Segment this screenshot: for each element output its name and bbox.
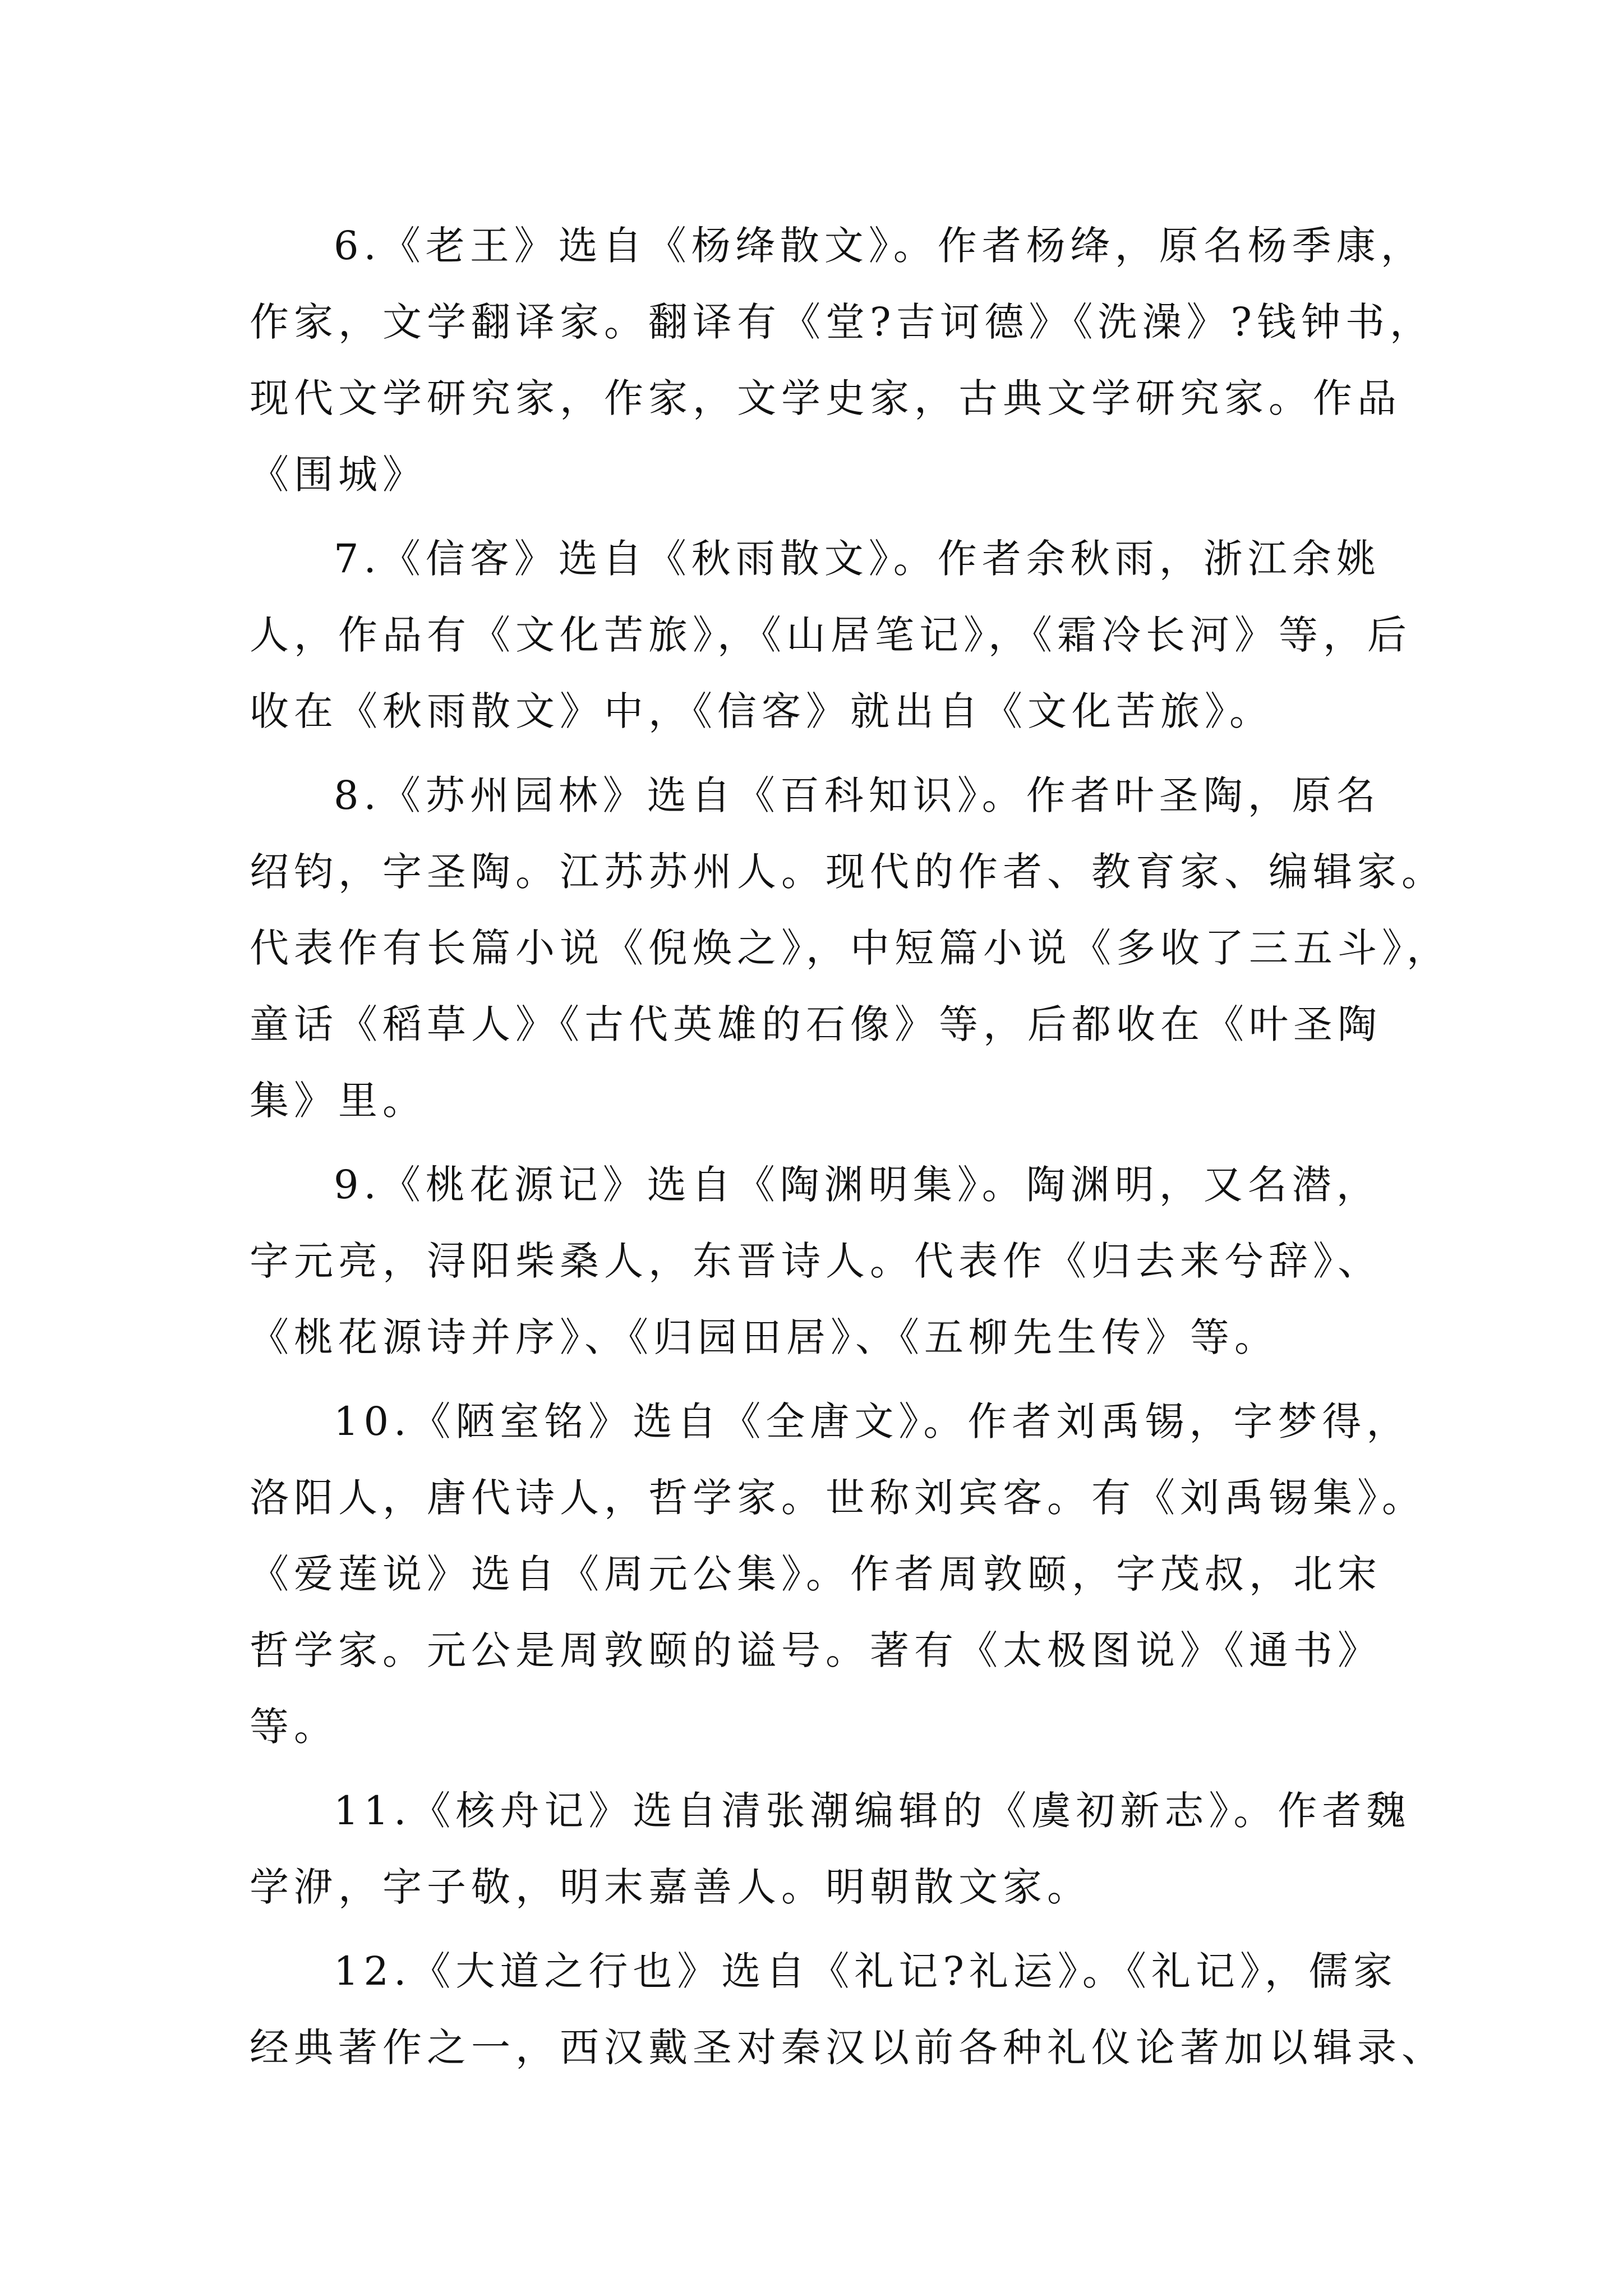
paragraph-8-line-4: 童话《稻草人》《古代英雄的石像》等，后都收在《叶圣陶 xyxy=(250,1001,1382,1047)
paragraph-10-line-2: 洛阳人，唐代诗人，哲学家。世称刘宾客。有《刘禹锡集》。 xyxy=(250,1475,1426,1521)
paragraph-6-line-1: 6.《老王》选自《杨绛散文》。作者杨绛，原名杨季康， xyxy=(334,223,1425,269)
paragraph-9-line-3: 《桃花源诗并序》、《归园田居》、《五柳先生传》等。 xyxy=(250,1314,1279,1360)
paragraph-8-line-1: 8.《苏州园林》选自《百科知识》。作者叶圣陶，原名 xyxy=(334,772,1381,818)
paragraph-10-line-1: 10.《陋室铭》选自《全唐文》。作者刘禹锡，字梦得， xyxy=(334,1398,1411,1444)
text-body xyxy=(250,208,1483,2086)
paragraph-7-line-1: 7.《信客》选自《秋雨散文》。作者余秋雨，浙江余姚 xyxy=(334,536,1381,582)
paragraph-8-line-3: 代表作有长篇小说《倪焕之》，中短篇小说《多收了三五斗》， xyxy=(250,925,1451,971)
paragraph-10-line-5: 等。 xyxy=(250,1704,338,1750)
paragraph-7-line-2: 人，作品有《文化苦旅》，《山居笔记》，《霜冷长河》等，后 xyxy=(250,612,1412,658)
paragraph-10-line-3: 《爱莲说》选自《周元公集》。作者周敦颐，字茂叔，北宋 xyxy=(250,1551,1382,1597)
paragraph-7-line-3: 收在《秋雨散文》中，《信客》就出自《文化苦旅》。 xyxy=(250,688,1274,734)
paragraph-9-line-1: 9.《桃花源记》选自《陶渊明集》。陶渊明，又名潜， xyxy=(334,1162,1381,1208)
paragraph-9-line-2: 字元亮，浔阳柴桑人，东晋诗人。代表作《归去来兮辞》、 xyxy=(250,1238,1382,1284)
paragraph-8-line-5: 集》里。 xyxy=(250,1078,427,1124)
paragraph-11-line-1: 11.《核舟记》选自清张潮编辑的《虞初新志》。作者魏 xyxy=(334,1788,1411,1834)
paragraph-6-line-3: 现代文学研究家，作家，文学史家，古典文学研究家。作品 xyxy=(250,375,1401,421)
paragraph-6-line-2: 作家，文学翻译家。翻译有《堂?吉诃德》《洗澡》?钱钟书， xyxy=(250,299,1435,345)
paragraph-8-line-2: 绍钧，字圣陶。江苏苏州人。现代的作者、教育家、编辑家。 xyxy=(250,849,1446,895)
paragraph-12-line-2: 经典著作之一，西汉戴圣对秦汉以前各种礼仪论著加以辑录、 xyxy=(250,2024,1446,2070)
paragraph-6-line-4: 《围城》 xyxy=(250,452,427,498)
paragraph-11-line-2: 学洢，字子敬，明末嘉善人。明朝散文家。 xyxy=(250,1864,1091,1910)
paragraph-12-line-1: 12.《大道之行也》选自《礼记?礼运》。《礼记》，儒家 xyxy=(334,1948,1398,1994)
paragraph-10-line-4: 哲学家。元公是周敦颐的谥号。著有《太极图说》《通书》 xyxy=(250,1627,1382,1673)
